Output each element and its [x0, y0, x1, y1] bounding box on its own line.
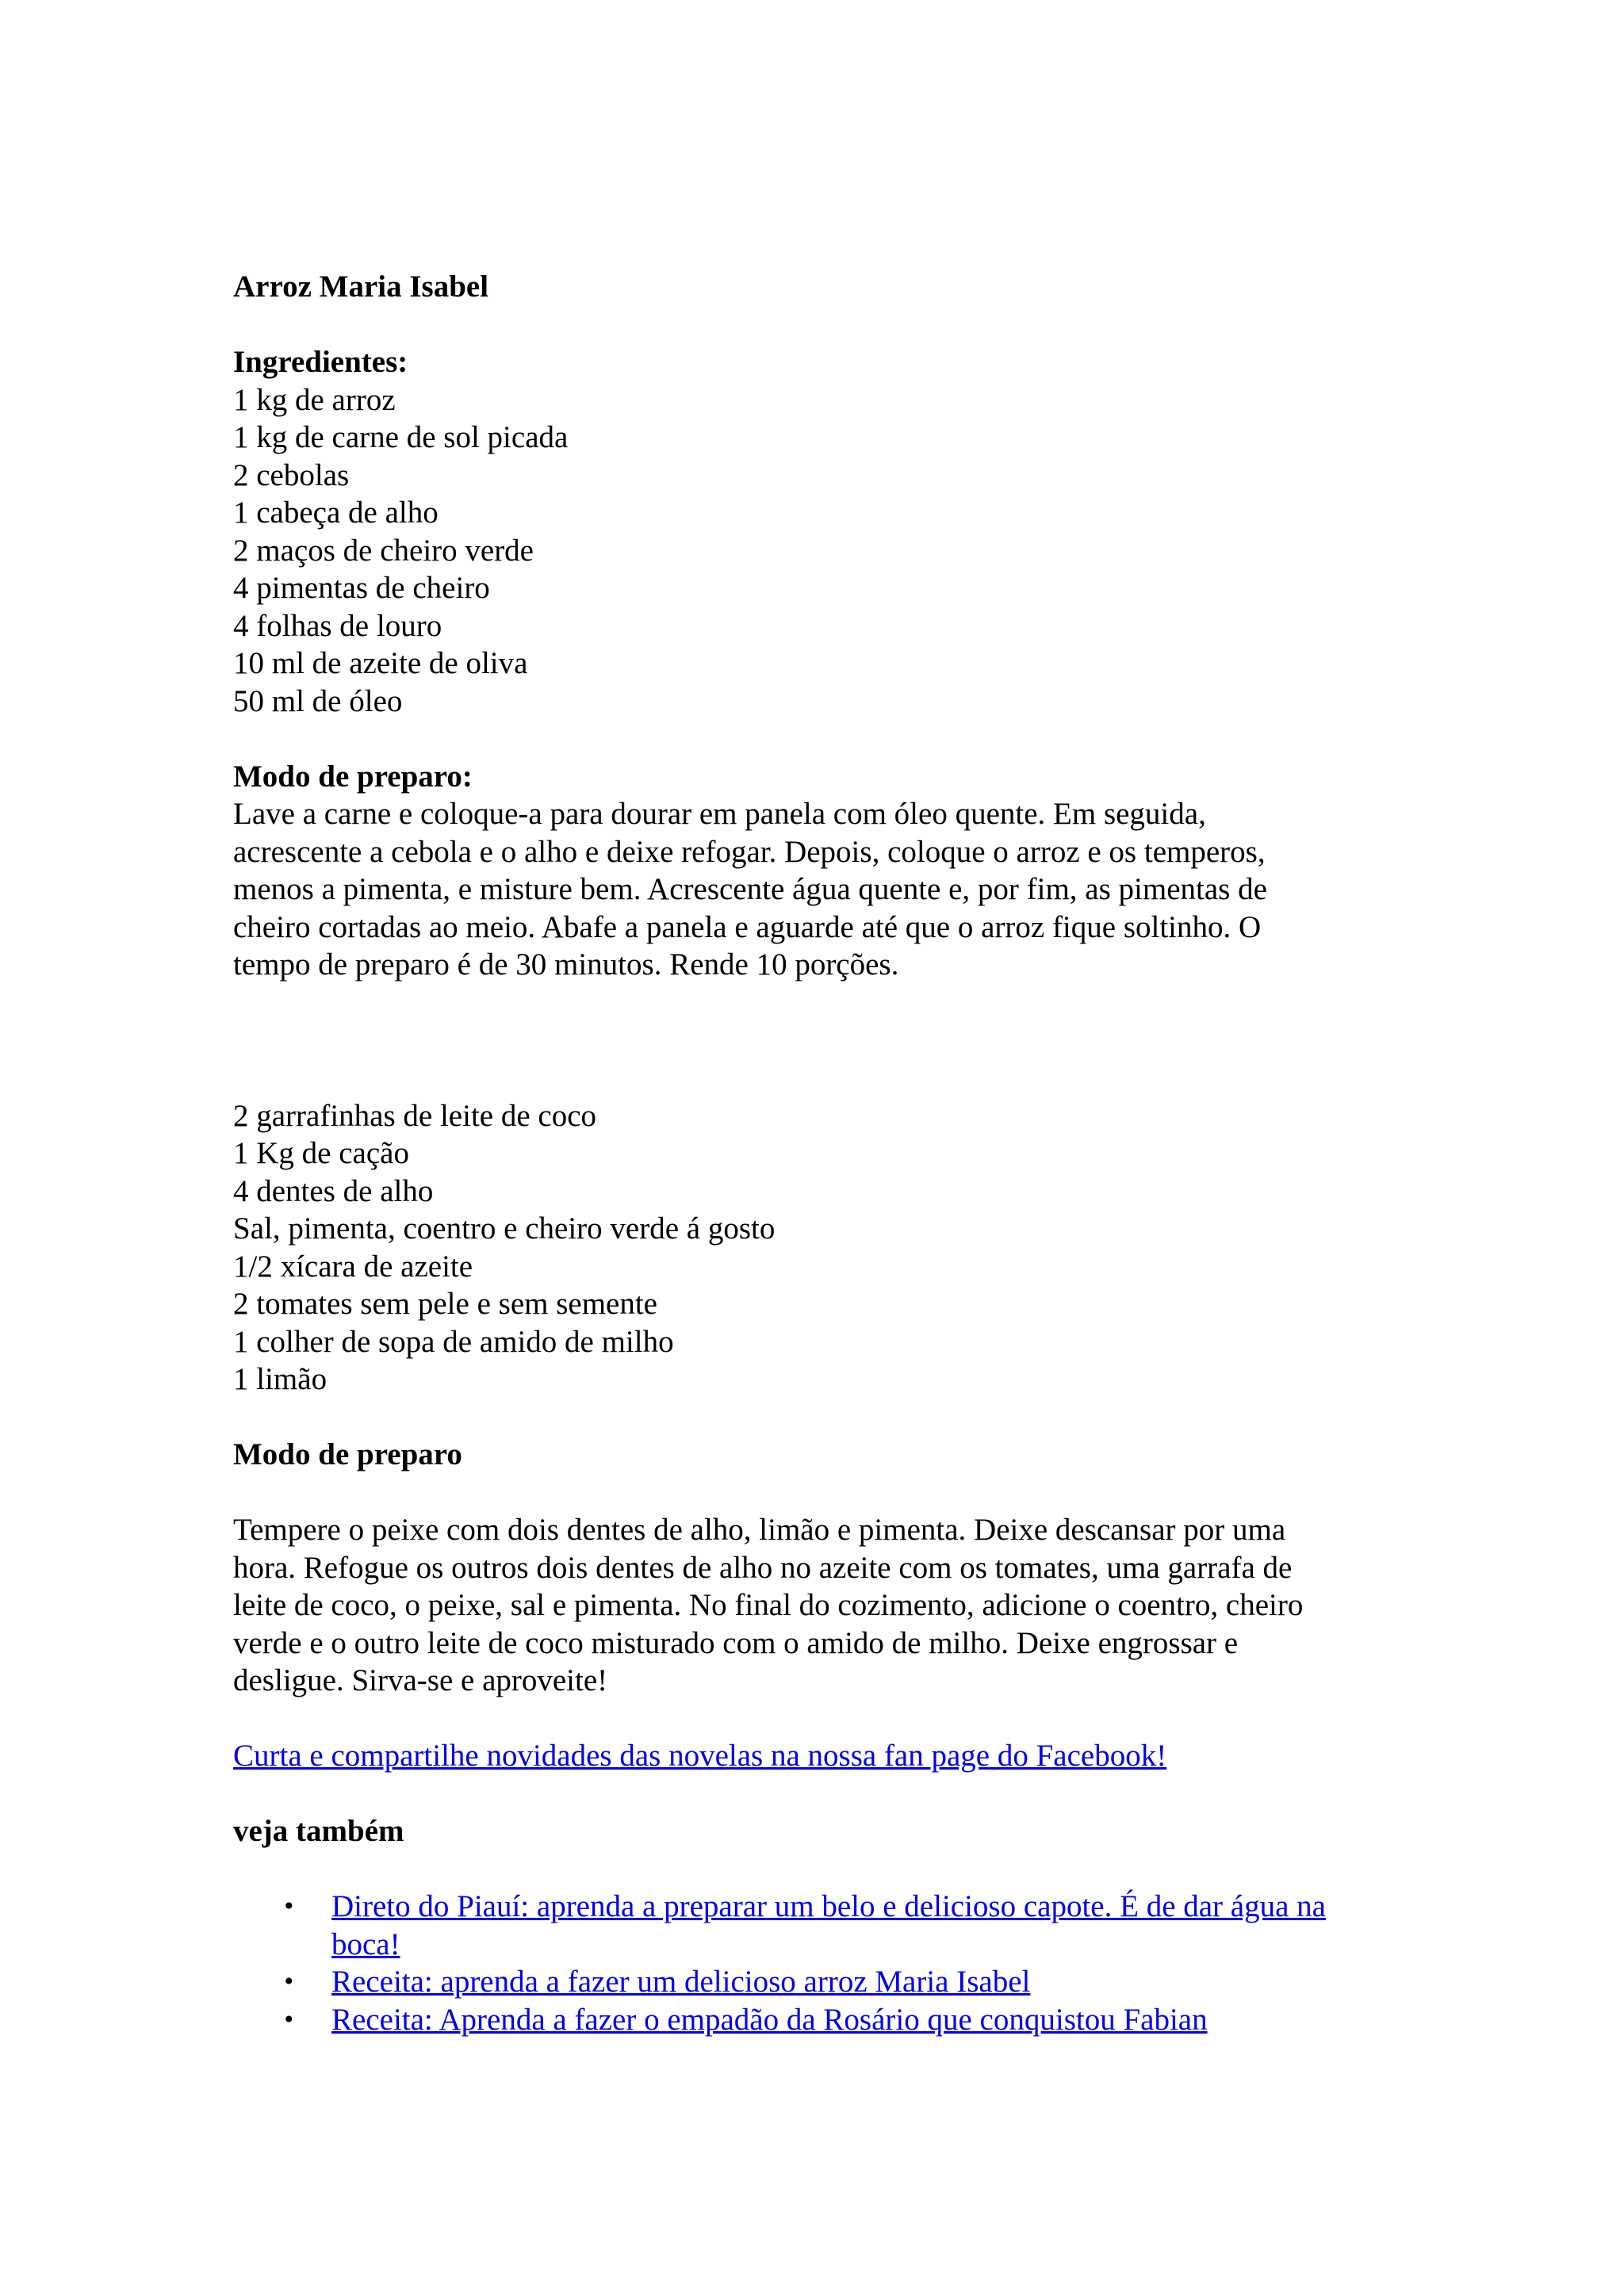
ingredient-item: 1 limão: [233, 1362, 327, 1396]
method-line: verde e o outro leite de coco misturado com o amido de milho. Deixe engrossar e: [233, 1625, 1239, 1660]
second-method-heading: Modo de preparo: [233, 1437, 462, 1471]
ingredient-item: 2 tomates sem pele e sem semente: [233, 1287, 657, 1321]
bullet-icon: •: [282, 1893, 296, 1919]
ingredient-item: 2 cebolas: [233, 457, 350, 492]
ingredient-item: 1 cabeça de alho: [233, 496, 439, 530]
method-line: tempo de preparo é de 30 minutos. Rende 10 porções.: [233, 947, 899, 982]
spacer: [233, 1775, 1407, 1813]
second-method-paragraph: [233, 1511, 1407, 1700]
method-line: Tempere o peixe com dois dentes de alho, limão e pimenta. Deixe descansar por uma: [233, 1513, 1286, 1547]
method-line: acrescente a cebola e o alho e deixe refogar. Depois, coloque o arroz e os temperos,: [233, 834, 1266, 869]
ingredients-list: [233, 381, 1407, 721]
method-line: menos a pimenta, e misture bem. Acrescente água quente e, por fim, as pimentas de: [233, 872, 1267, 906]
method-line: Lave a carne e coloque-a para dourar em panela com óleo quente. Em seguida,: [233, 797, 1206, 831]
method-line: leite de coco, o peixe, sal e pimenta. No final do cozimento, adicione o coentro, cheiro: [233, 1588, 1304, 1622]
spacer: [233, 984, 1407, 1097]
ingredient-item: 1/2 xícara de azeite: [233, 1249, 473, 1284]
method-heading: Modo de preparo:: [233, 759, 473, 794]
related-link-empadao[interactable]: Receita: Aprenda a fazer o empadão da Rosário que conquistou Fabian: [331, 2002, 1208, 2037]
ingredient-item: 2 maços de cheiro verde: [233, 533, 534, 568]
ingredient-item: 1 Kg de cação: [233, 1136, 409, 1170]
spacer: [233, 1850, 1407, 1888]
ingredient-item: 2 garrafinhas de leite de coco: [233, 1098, 597, 1133]
document-page: [233, 268, 1407, 2038]
second-ingredients-list: [233, 1097, 1407, 1399]
bullet-icon: •: [282, 2006, 296, 2033]
ingredients-heading: Ingredientes:: [233, 345, 408, 379]
list-item: [233, 1963, 1407, 2001]
ingredient-item: Sal, pimenta, coentro e cheiro verde á gosto: [233, 1211, 776, 1246]
related-link-arroz[interactable]: Receita: aprenda a fazer um delicioso arroz Maria Isabel: [331, 1965, 1031, 1999]
spacer: [233, 306, 1407, 344]
facebook-link-row: [233, 1737, 1407, 1775]
ingredient-item: 10 ml de azeite de oliva: [233, 646, 528, 680]
facebook-fanpage-link[interactable]: Curta e compartilhe novidades das novelas na nossa fan page do Facebook!: [233, 1739, 1167, 1773]
spacer: [233, 1399, 1407, 1437]
list-item: [233, 1888, 1407, 1963]
ingredient-item: 1 colher de sopa de amido de milho: [233, 1324, 674, 1359]
spacer: [233, 1700, 1407, 1738]
method-line: hora. Refogue os outros dois dentes de alho no azeite com os tomates, uma garrafa de: [233, 1550, 1293, 1585]
ingredient-item: 1 kg de carne de sol picada: [233, 420, 569, 454]
method-paragraph: [233, 795, 1407, 984]
ingredient-item: 4 folhas de louro: [233, 608, 442, 643]
spacer: [233, 720, 1407, 758]
ingredient-item: 1 kg de arroz: [233, 382, 396, 417]
list-item: [233, 2001, 1407, 2039]
method-line: desligue. Sirva-se e aproveite!: [233, 1663, 608, 1697]
spacer: [233, 1474, 1407, 1512]
see-also-list: [233, 1888, 1407, 2038]
see-also-heading: veja também: [233, 1814, 404, 1848]
ingredient-item: 50 ml de óleo: [233, 683, 403, 718]
ingredient-item: 4 pimentas de cheiro: [233, 571, 490, 605]
related-link-capote[interactable]: Direto do Piauí: aprenda a preparar um belo e delicioso capote. É de dar água na boca!: [331, 1889, 1326, 1961]
ingredient-item: 4 dentes de alho: [233, 1173, 434, 1208]
method-line: cheiro cortadas ao meio. Abafe a panela e aguarde até que o arroz fique soltinho. O: [233, 909, 1262, 944]
recipe-title: Arroz Maria Isabel: [233, 270, 489, 304]
bullet-icon: •: [282, 1969, 296, 1995]
